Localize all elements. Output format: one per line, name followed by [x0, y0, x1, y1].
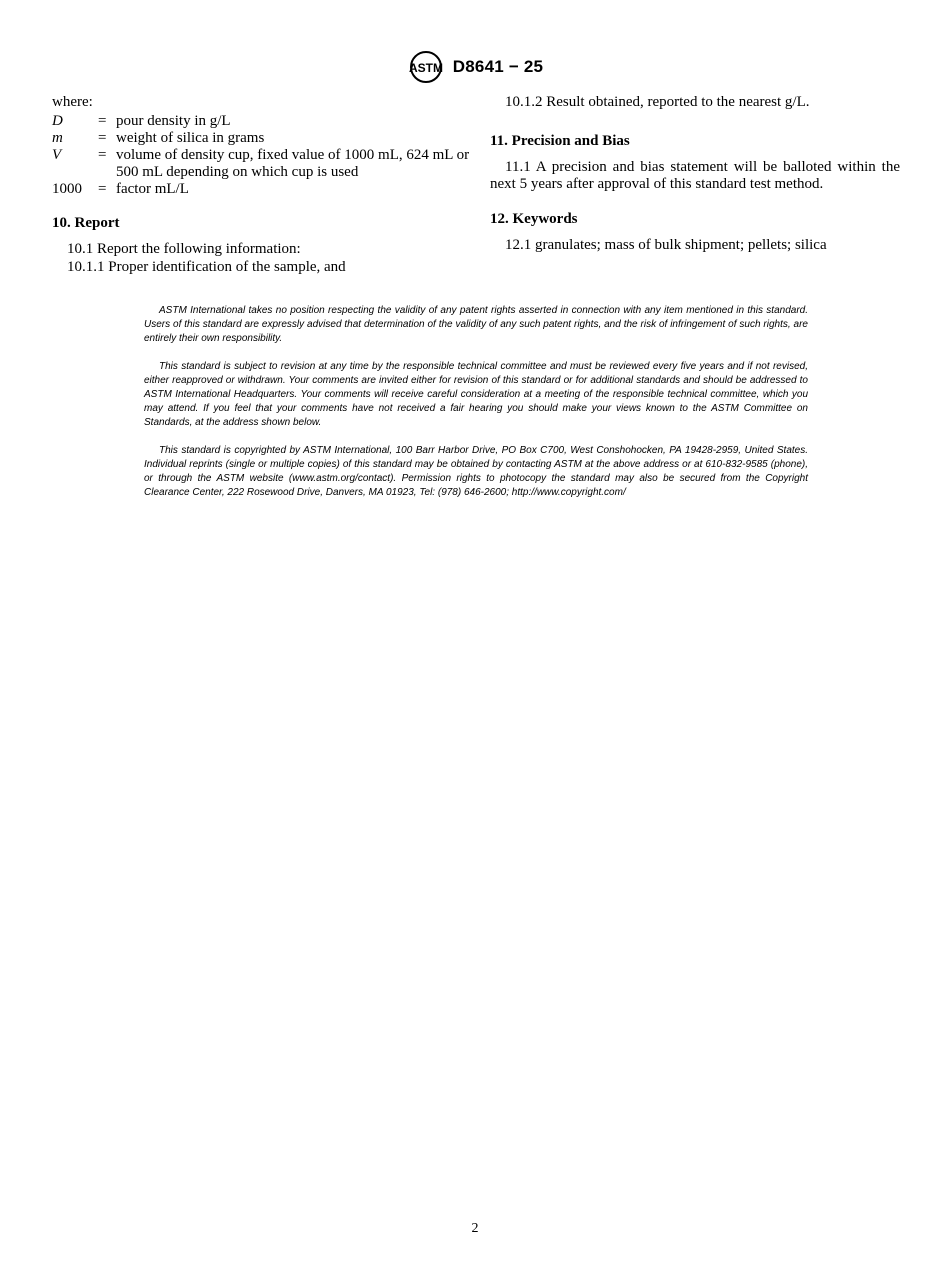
where-label: where: [52, 94, 93, 110]
definition-equals: = [98, 147, 107, 163]
section-10-heading: 10. Report [52, 215, 120, 231]
paragraph-10-1-2: 10.1.2 Result obtained, reported to the nearest g/L. [505, 94, 810, 110]
left-column [52, 94, 470, 276]
page-header [0, 50, 950, 84]
svg-text:ASTM: ASTM [408, 61, 443, 75]
right-column [490, 94, 900, 254]
legal-notices [144, 304, 808, 515]
definition-row [52, 181, 470, 198]
definition-row [52, 113, 470, 130]
definition-row [52, 130, 470, 147]
paragraph-10-1: 10.1 Report the following information: [67, 241, 301, 257]
definition-text: volume of density cup, fixed value of 1000 mL, 624 mL or 500 mL depending on which cup is used [116, 147, 470, 180]
definition-text: factor mL/L [116, 181, 189, 197]
definition-symbol: m [52, 130, 63, 146]
paragraph-11-1: 11.1 A precision and bias statement will be balloted within the next 5 years after approval of this standard test method. [490, 159, 900, 192]
section-11-heading: 11. Precision and Bias [490, 133, 630, 149]
patent-notice: ASTM International takes no position respecting the validity of any patent rights asserted in connection with any item mentioned in this standard. Users of this standard are expressly advised that determination of the validity of any such patent rights, and the risk of infringement of such rights, are entirely their own responsibility. [144, 305, 808, 344]
paragraph-12-1: 12.1 granulates; mass of bulk shipment; pellets; silica [505, 237, 827, 253]
revision-notice: This standard is subject to revision at any time by the responsible technical committee and must be reviewed every five years and if not revised, either reapproved or withdrawn. Your comments are invited either for revision of this standard or for additional standards and should be addressed to ASTM International Headquarters. Your comments will receive careful consideration at a meeting of the responsible technical committee, which you may attend. If you feel that your comments have not received a fair hearing you should make your views known to the ASTM Committee on Standards, at the address shown below. [144, 361, 808, 428]
definition-text: pour density in g/L [116, 113, 231, 129]
definition-symbol: D [52, 113, 63, 129]
variable-definitions [52, 113, 470, 198]
definition-text: weight of silica in grams [116, 130, 265, 146]
copyright-notice: This standard is copyrighted by ASTM International, 100 Barr Harbor Drive, PO Box C700, West Conshohocken, PA 19428-2959, United States. Individual reprints (single or multiple copies) of this standard may be obtained by contacting ASTM at the above address or at 610-832-9585 (phone), or through the ASTM website (www.astm.org/contact). Permission rights to photocopy the standard may also be secured from the Copyright Clearance Center, 222 Rosewood Drive, Danvers, MA 01923, Tel: (978) 646-2600; http://www.copyright.com/ [144, 445, 808, 498]
paragraph-10-1-1: 10.1.1 Proper identification of the sample, and [67, 259, 346, 275]
definition-symbol: V [52, 147, 62, 163]
definition-row [52, 147, 470, 181]
astm-logo [407, 50, 445, 84]
section-12-heading: 12. Keywords [490, 211, 578, 227]
definition-equals: = [98, 130, 107, 146]
definition-equals: = [98, 113, 107, 129]
standard-designation: D8641 − 25 [452, 57, 544, 76]
definition-symbol: 1000 [52, 181, 82, 197]
definition-equals: = [98, 181, 107, 197]
page-number: 2 [471, 1221, 479, 1236]
